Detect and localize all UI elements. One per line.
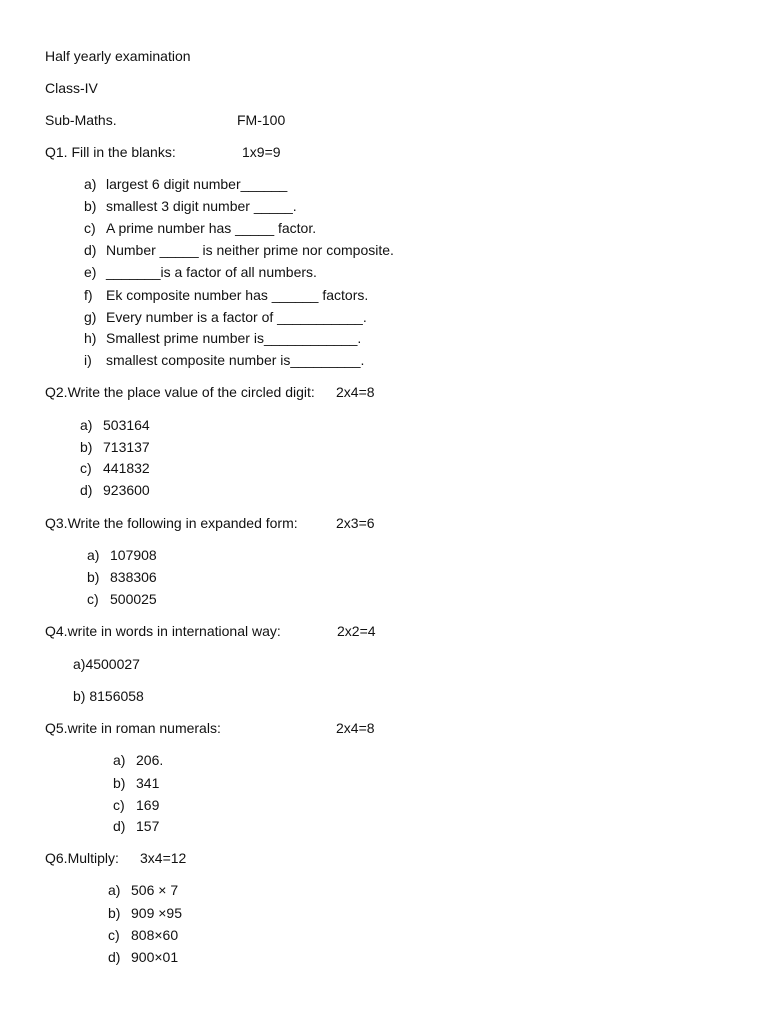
exam-title: Half yearly examination <box>45 48 191 64</box>
q5-item-a: 206. <box>136 752 164 768</box>
q5-title: Q5.write in roman numerals: <box>45 720 221 736</box>
q1-marks: 1x9=9 <box>242 144 281 160</box>
q3-item-a-marker: a) <box>87 547 100 563</box>
q1-item-b-marker: b) <box>84 198 97 214</box>
q1-item-c-marker: c) <box>84 220 96 236</box>
q2-item-a-marker: a) <box>80 417 93 433</box>
q4-title: Q4.write in words in international way: <box>45 623 281 639</box>
q1-item-a: largest 6 digit number______ <box>106 176 288 192</box>
q4-item-b: b) 8156058 <box>73 688 144 704</box>
q1-item-h: Smallest prime number is____________. <box>106 330 362 346</box>
q2-item-c-marker: c) <box>80 460 92 476</box>
class-label: Class-IV <box>45 80 98 96</box>
q1-item-c: A prime number has _____ factor. <box>106 220 317 236</box>
q3-item-b: 838306 <box>110 569 157 585</box>
q2-marks: 2x4=8 <box>336 384 375 400</box>
q1-item-g-marker: g) <box>84 309 97 325</box>
q5-item-b: 341 <box>136 775 160 791</box>
q5-item-d-marker: d) <box>113 818 126 834</box>
q6-item-c: 808×60 <box>131 927 179 943</box>
q1-item-h-marker: h) <box>84 330 97 346</box>
q6-item-d-marker: d) <box>108 949 121 965</box>
subject-label: Sub-Maths. <box>45 112 117 128</box>
q4-item-a: a)4500027 <box>73 656 140 672</box>
q4-marks: 2x2=4 <box>337 623 376 639</box>
q5-item-c-marker: c) <box>113 797 125 813</box>
q2-item-d: 923600 <box>103 482 150 498</box>
q6-item-c-marker: c) <box>108 927 120 943</box>
full-marks-label: FM-100 <box>237 112 286 128</box>
q3-item-c-marker: c) <box>87 591 99 607</box>
q3-marks: 2x3=6 <box>336 515 375 531</box>
q6-marks: 3x4=12 <box>140 850 187 866</box>
q1-item-e: _______is a factor of all numbers. <box>106 264 317 280</box>
q1-item-f-marker: f) <box>84 287 93 303</box>
q2-item-b: 713137 <box>103 439 150 455</box>
q2-title: Q2.Write the place value of the circled digit: <box>45 384 315 400</box>
q2-item-c: 441832 <box>103 460 150 476</box>
q1-title: Q1. Fill in the blanks: <box>45 144 176 160</box>
q6-item-b-marker: b) <box>108 905 121 921</box>
q1-item-e-marker: e) <box>84 264 97 280</box>
q1-item-f: Ek composite number has ______ factors. <box>106 287 369 303</box>
q3-item-a: 107908 <box>110 547 157 563</box>
q3-title: Q3.Write the following in expanded form: <box>45 515 298 531</box>
q5-marks: 2x4=8 <box>336 720 375 736</box>
q1-item-i-marker: i) <box>84 352 92 368</box>
q6-item-d: 900×01 <box>131 949 179 965</box>
q5-item-b-marker: b) <box>113 775 126 791</box>
q2-item-d-marker: d) <box>80 482 93 498</box>
q5-item-a-marker: a) <box>113 752 126 768</box>
q5-item-c: 169 <box>136 797 160 813</box>
q2-item-b-marker: b) <box>80 439 93 455</box>
q6-item-a-marker: a) <box>108 882 121 898</box>
q1-item-b: smallest 3 digit number _____. <box>106 198 297 214</box>
q1-item-a-marker: a) <box>84 176 97 192</box>
q6-item-a: 506 × 7 <box>131 882 179 898</box>
q1-item-i: smallest composite number is_________. <box>106 352 365 368</box>
q3-item-c: 500025 <box>110 591 157 607</box>
q2-item-a: 503164 <box>103 417 150 433</box>
q1-item-d: Number _____ is neither prime nor composite. <box>106 242 394 258</box>
q3-item-b-marker: b) <box>87 569 100 585</box>
q1-item-d-marker: d) <box>84 242 97 258</box>
q1-item-g: Every number is a factor of ___________. <box>106 309 367 325</box>
q5-item-d: 157 <box>136 818 160 834</box>
q6-item-b: 909 ×95 <box>131 905 182 921</box>
q6-title: Q6.Multiply: <box>45 850 119 866</box>
